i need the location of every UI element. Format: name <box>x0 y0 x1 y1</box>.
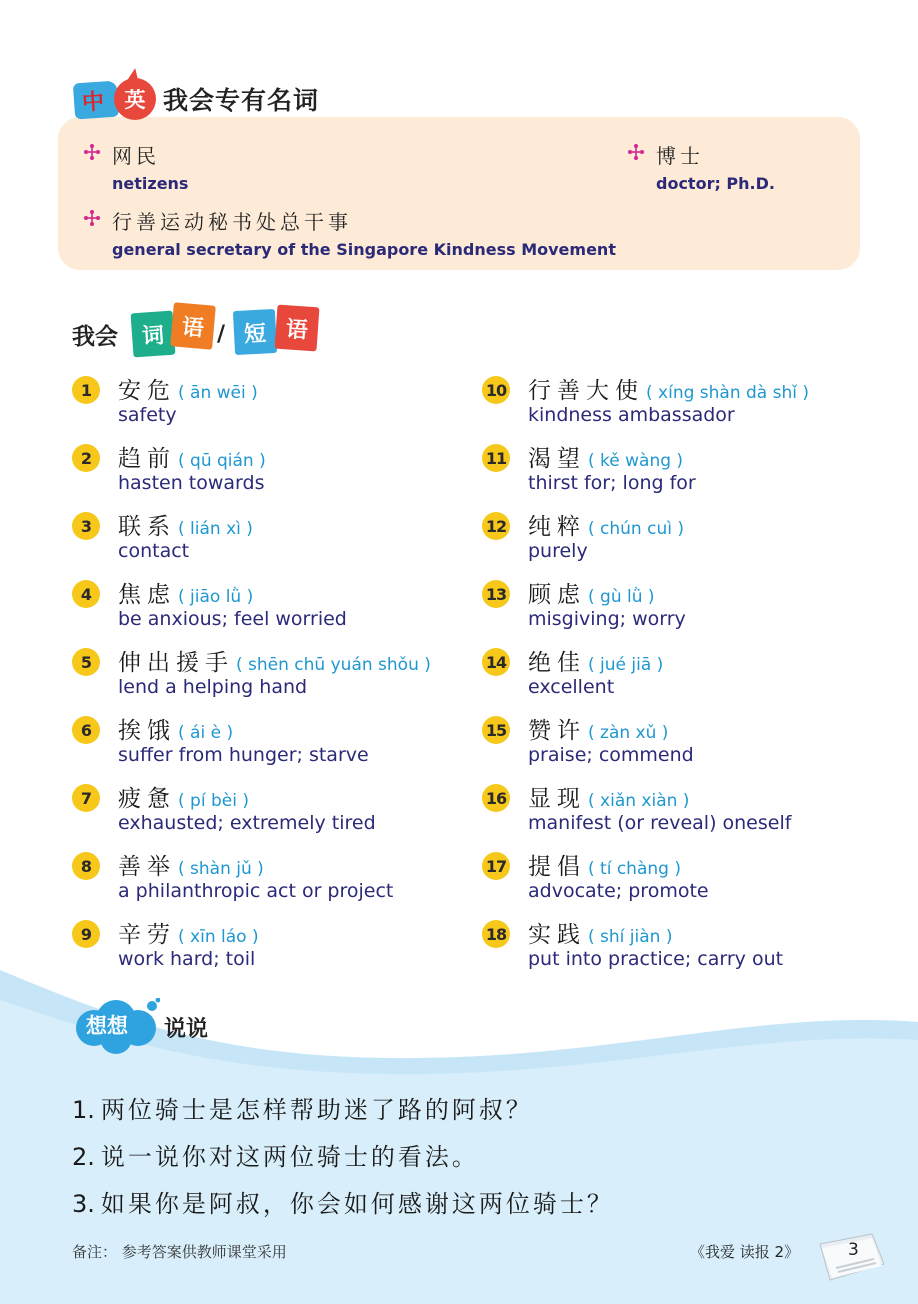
vocab-pinyin: ( zàn xǔ ) <box>588 723 669 743</box>
proper-noun-zh: 行善运动秘书处总干事 <box>112 210 352 234</box>
vocab-chinese: 显现 ( xiǎn xiàn ) <box>528 786 690 812</box>
vocab-pinyin: ( shēn chū yuán shǒu ) <box>236 655 431 675</box>
puzzle-piece-icon: 语 <box>170 302 216 349</box>
vocab-pinyin: ( ān wēi ) <box>178 383 258 403</box>
vocab-chinese: 疲惫 ( pí bèi ) <box>118 786 249 812</box>
vocab-english: a philanthropic act or project <box>118 880 394 902</box>
vocab-pinyin: ( xiǎn xiàn ) <box>588 791 690 811</box>
question-item: 3. 如果你是阿叔，你会如何感谢这两位骑士？ <box>72 1190 614 1218</box>
flower-bullet-icon <box>84 144 100 160</box>
teacher-note: 备注： 参考答案供教师课堂采用 <box>72 1243 287 1261</box>
vocab-pinyin: ( shí jiàn ) <box>588 927 673 947</box>
item-number-badge: 6 <box>72 716 100 744</box>
proper-noun-en: netizens <box>112 174 189 193</box>
item-number-badge: 13 <box>482 580 510 608</box>
book-title: 《我爱 读报 2》 <box>690 1243 800 1261</box>
vocab-pinyin: ( jiāo lǜ ) <box>178 587 254 607</box>
vocab-chinese: 提倡 ( tí chàng ) <box>528 854 681 880</box>
vocab-english: advocate; promote <box>528 880 709 902</box>
vocab-chinese: 趋前 ( qū qián ) <box>118 446 266 472</box>
vocab-english: exhausted; extremely tired <box>118 812 376 834</box>
vocab-pinyin: ( xīn láo ) <box>178 927 259 947</box>
vocab-pinyin: ( chún cuì ) <box>588 519 684 539</box>
vocab-chinese: 伸出援手 ( shēn chū yuán shǒu ) <box>118 650 431 676</box>
item-number-badge: 18 <box>482 920 510 948</box>
vocab-pinyin: ( lián xì ) <box>178 519 253 539</box>
vocab-chinese: 赞许 ( zàn xǔ ) <box>528 718 669 744</box>
item-number-badge: 8 <box>72 852 100 880</box>
page-number: 3 <box>848 1240 859 1260</box>
item-number-badge: 10 <box>482 376 510 404</box>
vocab-chinese: 联系 ( lián xì ) <box>118 514 253 540</box>
vocab-chinese: 安危 ( ān wēi ) <box>118 378 258 404</box>
vocab-english: excellent <box>528 676 615 698</box>
item-number-badge: 12 <box>482 512 510 540</box>
vocab-pinyin: ( tí chàng ) <box>588 859 681 879</box>
item-number-badge: 17 <box>482 852 510 880</box>
item-number-badge: 3 <box>72 512 100 540</box>
slash-separator: / <box>217 322 226 347</box>
vocab-english: work hard; toil <box>118 948 256 970</box>
vocab-pinyin: ( pí bèi ) <box>178 791 249 811</box>
vocab-english: be anxious; feel worried <box>118 608 347 630</box>
item-number-badge: 1 <box>72 376 100 404</box>
vocab-pinyin: ( qū qián ) <box>178 451 266 471</box>
proper-noun-zh: 网民 <box>112 144 160 168</box>
proper-nouns-title: 我会专有名词 <box>163 86 320 115</box>
proper-noun-en: doctor; Ph.D. <box>656 174 775 193</box>
vocab-english: praise; commend <box>528 744 694 766</box>
puzzle-piece-icon: 短 <box>233 309 277 355</box>
vocab-english: contact <box>118 540 190 562</box>
cloud-label: 想想 <box>86 1014 128 1038</box>
item-number-badge: 2 <box>72 444 100 472</box>
vocab-english: purely <box>528 540 588 562</box>
vocab-pinyin: ( kě wàng ) <box>588 451 684 471</box>
puzzle-piece-icon: 语 <box>275 305 320 352</box>
vocab-english: thirst for; long for <box>528 472 696 494</box>
vocab-chinese: 善举 ( shàn jǔ ) <box>118 854 264 880</box>
question-item: 2. 说一说你对这两位骑士的看法。 <box>72 1143 479 1171</box>
item-number-badge: 15 <box>482 716 510 744</box>
vocab-pinyin: ( gù lǜ ) <box>588 587 655 607</box>
vocab-chinese: 辛劳 ( xīn láo ) <box>118 922 259 948</box>
proper-noun-en: general secretary of the Singapore Kindness Movement <box>112 240 616 259</box>
chinese-badge-icon: 中 <box>73 81 119 120</box>
vocab-english: misgiving; worry <box>528 608 686 630</box>
vocab-english: put into practice; carry out <box>528 948 784 970</box>
question-item: 1. 两位骑士是怎样帮助迷了路的阿叔？ <box>72 1096 533 1124</box>
vocab-english: manifest (or reveal) oneself <box>528 812 792 834</box>
flower-bullet-icon <box>628 144 644 160</box>
vocab-chinese: 实践 ( shí jiàn ) <box>528 922 673 948</box>
vocab-pinyin: ( xíng shàn dà shǐ ) <box>646 383 810 403</box>
vocab-chinese: 顾虑 ( gù lǜ ) <box>528 582 655 608</box>
vocab-title-prefix: 我会 <box>72 324 118 350</box>
flower-bullet-icon <box>84 210 100 226</box>
vocab-chinese: 纯粹 ( chún cuì ) <box>528 514 684 540</box>
vocab-chinese: 渴望 ( kě wàng ) <box>528 446 684 472</box>
vocab-english: hasten towards <box>118 472 265 494</box>
item-number-badge: 14 <box>482 648 510 676</box>
item-number-badge: 4 <box>72 580 100 608</box>
item-number-badge: 11 <box>482 444 510 472</box>
item-number-badge: 7 <box>72 784 100 812</box>
item-number-badge: 5 <box>72 648 100 676</box>
vocab-chinese: 绝佳 ( jué jiā ) <box>528 650 664 676</box>
english-badge-icon: 英 <box>114 78 156 120</box>
vocab-english: safety <box>118 404 177 426</box>
vocab-english: suffer from hunger; starve <box>118 744 369 766</box>
proper-noun-zh: 博士 <box>656 144 704 168</box>
vocab-pinyin: ( jué jiā ) <box>588 655 664 675</box>
item-number-badge: 9 <box>72 920 100 948</box>
vocab-chinese: 焦虑 ( jiāo lǜ ) <box>118 582 254 608</box>
vocab-chinese: 行善大使 ( xíng shàn dà shǐ ) <box>528 378 810 404</box>
think-talk-title: 说说 <box>164 1017 209 1042</box>
vocab-pinyin: ( ái è ) <box>178 723 234 743</box>
item-number-badge: 16 <box>482 784 510 812</box>
vocab-english: kindness ambassador <box>528 404 735 426</box>
vocab-english: lend a helping hand <box>118 676 308 698</box>
vocab-pinyin: ( shàn jǔ ) <box>178 859 264 879</box>
vocab-chinese: 挨饿 ( ái è ) <box>118 718 234 744</box>
puzzle-piece-icon: 词 <box>131 311 176 358</box>
